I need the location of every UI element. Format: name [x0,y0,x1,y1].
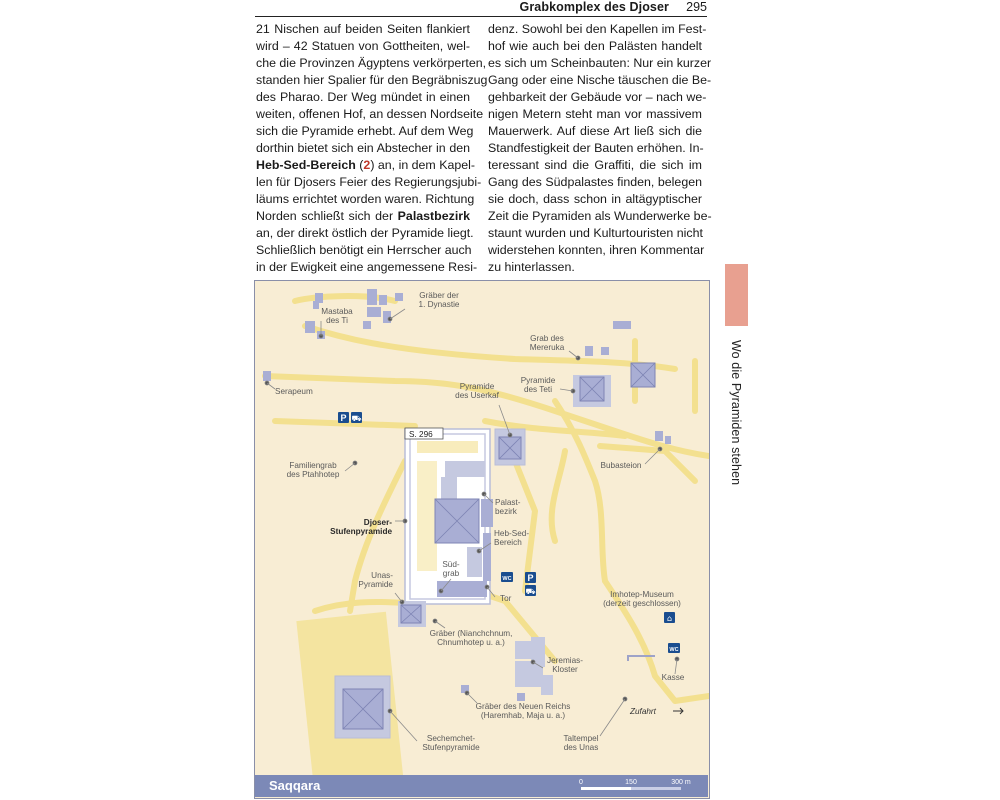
svg-text:WC: WC [669,647,679,653]
svg-text:Zufahrt: Zufahrt [630,707,656,716]
text-line: gehbarkeit der Gebäude vor – nach we- [488,90,707,104]
svg-text:1. Dynastie: 1. Dynastie [418,300,460,309]
page-number: 295 [686,0,707,14]
svg-text:Imhotep-Museum: Imhotep-Museum [610,590,674,599]
svg-text:Pyramide: Pyramide [459,382,495,391]
svg-text:Mereruka: Mereruka [529,343,565,352]
svg-text:des Ti: des Ti [326,316,348,325]
text-line: Norden schließt sich der Palastbezirk [256,209,470,223]
arrow-right-icon [673,708,683,714]
text-line: nigen Metern steht man vor massivem [488,107,702,121]
svg-text:P: P [527,573,534,583]
svg-text:Pyramide: Pyramide [520,376,556,385]
svg-text:des Userkaf: des Userkaf [455,391,499,400]
map-title-bar [255,775,708,797]
svg-text:WC: WC [502,576,512,582]
svg-text:Taltempel: Taltempel [563,734,599,743]
svg-text:Bereich: Bereich [494,538,522,547]
svg-text:⌂: ⌂ [666,614,673,623]
text-line: weiten, offenen Hof, an dessen Nordseite [256,107,484,121]
svg-text:Familiengrab: Familiengrab [289,461,337,470]
page-reference: S. 296 [409,430,433,439]
text-line: in der Ewigkeit eine angemessene Resi- [256,260,478,274]
text-column-left [256,21,488,276]
text-line: staunt wurden und Kulturtouristen nicht [488,226,703,240]
text-line: Zeit die Pyramiden als Wunderwerke be- [488,209,712,223]
svg-text:300 m: 300 m [671,779,691,786]
svg-text:(derzeit geschlossen): (derzeit geschlossen) [603,599,681,608]
heb-sed-term: Heb-Sed-Bereich [256,158,356,172]
svg-text:150: 150 [625,779,637,786]
svg-text:Gräber der: Gräber der [419,291,459,300]
svg-text:Unas-: Unas- [371,571,393,580]
text-line: sie doch, dass schon in altägyptischer [488,192,702,206]
svg-text:Gräber des Neuen Reichs: Gräber des Neuen Reichs [475,702,571,711]
svg-text:Bubasteion: Bubasteion [600,461,642,470]
svg-text:Tor: Tor [500,594,512,603]
svg-text:des Teti: des Teti [523,385,553,394]
text-line: len für Djosers Feier des Regierungsjubi- [256,175,482,189]
text-line: hof wie auch bei den Palästen handelt [488,39,702,53]
text-line: des Pharao. Der Weg mündet in einen [256,90,470,104]
text-line: widerstehen konnten, ihren Kommentar [488,243,705,257]
text-line: Schließlich benötigt ein Herrscher auch [256,243,472,257]
svg-text:Mastaba: Mastaba [321,307,353,316]
text-line: Standfestigkeit der Bauten erhöhen. In- [488,141,704,155]
chapter-title: Grabkomplex des Djoser [519,0,669,14]
text-line: Heb-Sed-Bereich (2) an, in dem Kapel- [256,158,476,172]
svg-text:0: 0 [579,779,583,786]
text-line: Gang des Südpalastes finden, belegen [488,175,702,189]
text-line: wird – 42 Statuen von Gottheiten, wel- [256,39,470,53]
svg-text:Gräber (Nianchchnum,: Gräber (Nianchchnum, [429,629,513,638]
svg-text:(Haremhab, Maja u. a.): (Haremhab, Maja u. a.) [480,711,566,720]
svg-text:Serapeum: Serapeum [275,387,313,396]
svg-text:des Unas: des Unas [563,743,599,752]
map-reference-number: 2 [363,158,371,172]
svg-text:des Ptahhotep: des Ptahhotep [286,470,340,479]
text-line: denz. Sowohl bei den Kapellen im Fest- [488,22,707,36]
svg-text:Stufenpyramide: Stufenpyramide [422,743,480,752]
svg-text:Chnumhotep u. a.): Chnumhotep u. a.) [437,638,505,647]
text-column-right [488,21,712,276]
svg-text:Jeremias-: Jeremias- [547,656,583,665]
svg-text:Kloster: Kloster [552,665,578,674]
running-header [255,0,707,17]
text-line: es sich um Scheinbauten: Nur ein kurzer [488,56,712,70]
svg-text:bezirk: bezirk [495,507,517,516]
svg-text:Djoser-: Djoser- [363,518,392,527]
svg-text:Stufenpyramide: Stufenpyramide [330,527,392,536]
map-canvas [255,281,709,798]
svg-text:⛟: ⛟ [351,414,362,423]
text-line: an, der direkt östlich der Pyramide liegt. [256,226,474,240]
map-title: Saqqara [269,778,321,793]
palast-term: Palastbezirk [397,209,470,223]
text-line: Gang oder eine Nische täuschen die Be- [488,73,712,87]
text-line: sich die Pyramide erhebt. Auf dem Weg [256,124,474,138]
text-line: Mauerwerk. Auf diese Art ließ sich die [488,124,702,138]
svg-text:Palast-: Palast- [495,498,521,507]
side-chapter-label: Wo die Pyramiden stehen [729,340,743,486]
text-line: dorthin bietet sich ein Abstecher in den [256,141,470,155]
scale-bar [575,775,705,797]
text-line: teressant sind die Graffiti, die sich im [488,158,702,172]
svg-text:Sechemchet-: Sechemchet- [426,734,476,743]
svg-text:Grab des: Grab des [530,334,564,343]
svg-text:Heb-Sed-: Heb-Sed- [494,529,530,538]
saqqara-map [254,280,710,799]
svg-text:⛟: ⛟ [525,587,536,596]
text-line: läums errichtet worden waren. Richtung [256,192,475,206]
svg-text:P: P [340,413,347,423]
svg-text:Pyramide: Pyramide [358,580,393,589]
svg-text:grab: grab [442,569,460,578]
text-line: standen hier Spalier für den Begräbniszug [256,73,488,87]
text-line: zu hinterlassen. [488,260,575,274]
chapter-tab-marker [725,264,748,326]
svg-text:Süd-: Süd- [442,560,460,569]
text-line: che die Provinzen Ägyptens verkörperten, [256,56,487,70]
svg-text:Kasse: Kasse [661,673,685,682]
text-line: 21 Nischen auf beiden Seiten flankiert [256,22,470,36]
